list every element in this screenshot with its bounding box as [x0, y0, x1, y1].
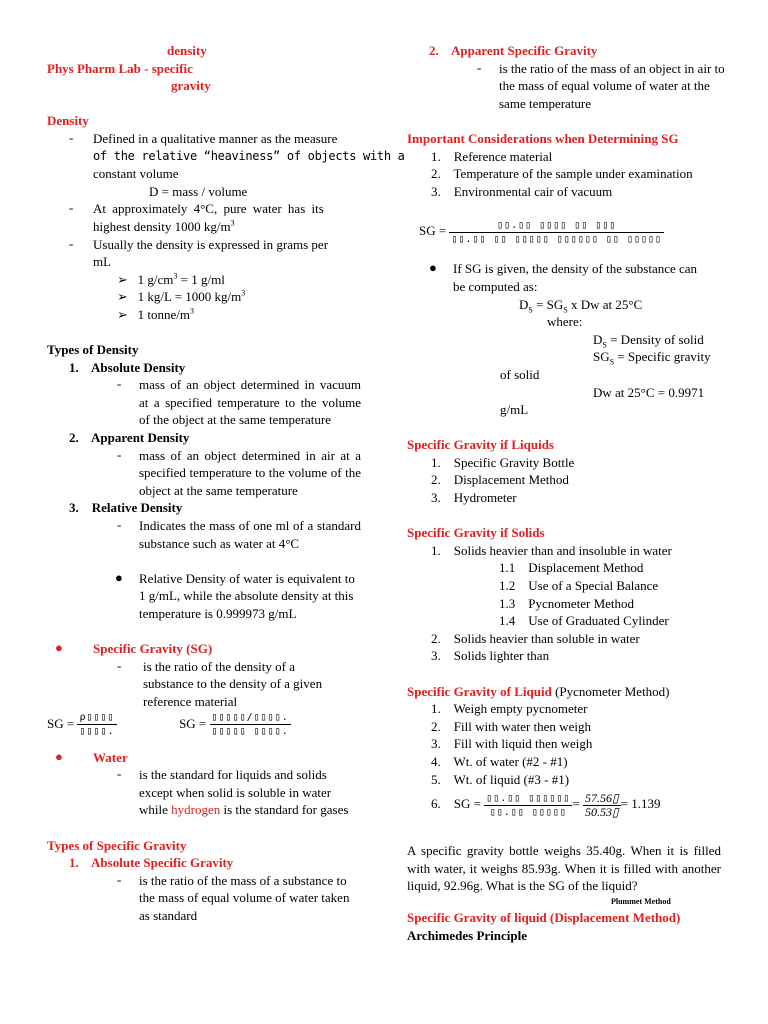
app-sg-desc: is the ratio of the mass of an object in air to the mass of equal volume of water at the same temperature: [499, 60, 725, 111]
liquid-method-2: 2. Displacement Method: [431, 472, 569, 488]
solids-sub-4-num: 1.4: [499, 613, 516, 629]
conv1-sup: 3: [173, 271, 178, 281]
title-line-3: gravity: [171, 78, 211, 94]
ds-def-sub: S: [602, 340, 607, 350]
water-text-hydrogen: hydrogen: [171, 802, 221, 818]
abs-sg-desc: is the ratio of the mass of a substance to the mass of equal volume of water taken as standard: [139, 872, 350, 923]
sg-definition: - is the ratio of the density of a substance to the density of a given reference material: [47, 658, 367, 711]
water-density-note: - At approximately 4°C, pure water has its highest density 1000 $kg/m^3$: [47, 200, 367, 235]
pyc-step-1-text: Weigh empty pycnometer: [453, 701, 588, 717]
pyc-step-3-text: Fill with liquid then weigh: [453, 736, 593, 752]
pyc-step-6-num: 6.: [431, 796, 441, 812]
solids-sub-1-num: 1.1: [499, 560, 516, 576]
solids-sub-1: [407, 559, 725, 577]
water-definition: - is the standard for liquids and solids except when solid is soluble in water while hydrogen is the standard for gases: [117, 766, 349, 818]
pyc-step-2: 2. Fill with water then weigh: [431, 718, 591, 734]
ds-def-rest: = Density of solid: [606, 331, 704, 347]
sg-f1-den: ▯▯▯▯.: [79, 726, 115, 738]
pyc-step-6-result: = 1.139: [620, 796, 661, 812]
consideration-3-text: Environmental cair of vacuum: [453, 183, 613, 199]
dw-definition: Dw at 25°C = 0.9971: [593, 384, 705, 400]
relative-density-bullet: ● Relative Density of water is equivalent to 1 g/mL, while the absolute density at this temperature is 0.999973 g/mL: [47, 570, 367, 623]
liquid-method-1-text: Specific Gravity Bottle: [453, 454, 575, 470]
solids-sub-3-text: Pycnometer Method: [528, 595, 635, 611]
sg-formula2: [210, 711, 291, 738]
pyc-step-3: 3. Fill with liquid then weigh: [431, 736, 593, 752]
conv2-text: 1 kg/L = 1000 kg/m: [137, 289, 242, 305]
sg-heading: Specific Gravity (SG): [93, 641, 213, 657]
considerations-heading: Important Considerations when Determining SG: [407, 130, 679, 146]
sg-mass-frac: [449, 219, 664, 246]
abs-sg-text: - is the ratio of the mass of a substance to the mass of equal volume of water taken as standard: [47, 872, 367, 925]
sg-f2-num: ▯▯▯▯▯/▯▯▯▯.: [211, 712, 289, 724]
types-sg-heading: Types of Specific Gravity: [47, 837, 187, 853]
units-note: - Usually the density is expressed in grams per mL: [47, 236, 367, 271]
pyc-step-6-frac2: [583, 792, 621, 819]
pyc-step-5: 5. Wt. of liquid (#3 - #1): [431, 771, 570, 787]
conv2-sup: 3: [241, 288, 246, 298]
relative-density-title: 3. Relative Density: [69, 500, 183, 516]
abs-density-desc: mass of an object determined in vacuum at a specified temperature to the volume of the object at the same temperature: [139, 377, 361, 428]
pyc-step-6: 6. SG = $\frac{▯▯.▯▯ ▯▯▯▯▯▯}{▯▯.▯▯ ▯▯▯▯▯}$ = $\frac{57.56▯}{50.53▯}$ = 1.139: [431, 790, 661, 819]
relative-density-text: - Indicates the mass of one ml of a standard substance such as water at 4°C: [117, 517, 361, 551]
sg-mass-lhs: SG =: [419, 223, 447, 239]
sg-f1-num: ρ▯▯▯▯: [79, 712, 115, 724]
app-sg-text: - is the ratio of the mass of an object in air to the mass of equal volume of water at the same temperature: [477, 59, 725, 111]
water-heading-row: ● Water: [47, 749, 367, 767]
pyc-heading-rest: (Pycnometer Method): [551, 683, 670, 699]
water-line2: highest density 1000 kg/m: [93, 218, 231, 234]
pyc-step-5-text: Wt. of liquid (#3 - #1): [453, 771, 570, 787]
plummet-label: Plummet Method: [611, 896, 671, 906]
if-sg-line2: be computed as:: [453, 278, 538, 294]
liquid-method-2-text: Displacement Method: [453, 472, 569, 488]
pycnometer-heading: [407, 683, 725, 701]
abs-density-label: Absolute Density: [91, 359, 186, 375]
where-label: where:: [547, 314, 583, 330]
sgs-definition: [407, 348, 725, 366]
problem-text: A specific gravity bottle weighs 35.40g. When it is filled with water, it weighs 85.93g. When it is filled with another liquid, 92.96g. What is the SG of the liquid?: [407, 843, 721, 894]
app-density-label: Apparent Density: [91, 430, 190, 446]
sg-formula2-lhs: SG =: [179, 715, 207, 731]
types-density-heading: Types of Density: [47, 342, 139, 358]
pyc-step-4: 4. Wt. of water (#2 - #1): [431, 753, 568, 769]
density-def-line3: constant volume: [93, 166, 179, 182]
water-line1: At approximately 4°C, pure water has its: [93, 201, 324, 217]
solids-item-3-text: Solids lighter than: [453, 648, 550, 664]
archimedes-label: Archimedes Principle: [407, 927, 527, 943]
pyc-frac2-num: 57.56▯: [585, 790, 619, 805]
solids-item-2: 2. Solids heavier than soluble in water: [431, 630, 640, 646]
density-def-line1: Defined in a qualitative manner as the measure: [93, 130, 338, 146]
if-sg-bullet: ● If SG is given, the density of the substance can be computed as:: [407, 260, 725, 295]
gml-unit: g/mL: [500, 402, 529, 418]
solids-item-1-text: Solids heavier than and insoluble in water: [453, 542, 672, 558]
liquid-method-3-text: Hydrometer: [453, 490, 517, 506]
pyc-step-4-text: Wt. of water (#2 - #1): [453, 753, 568, 769]
conv3-text: 1 tonne/m: [137, 306, 191, 322]
abs-sg-title: 1. Absolute Specific Gravity: [69, 855, 234, 871]
ds-sub2: S: [563, 305, 568, 315]
solids-sub-2: [407, 577, 725, 595]
density-definition: - Defined in a qualitative manner as the measure of the relative “heaviness” of objects with a constant volume: [69, 129, 405, 182]
consideration-3: 3. Environmental cair of vacuum: [431, 183, 613, 199]
if-sg-line1: If SG is given, the density of the substance can: [453, 261, 698, 277]
conv3-sup: 3: [190, 306, 195, 316]
ds-def-d: D: [593, 331, 603, 347]
sg-mass-num: ▯▯.▯▯ ▯▯▯▯ ▯▯ ▯▯▯: [449, 219, 664, 233]
apparent-density-title: 2. Apparent Density: [69, 430, 190, 446]
solids-sub-1-text: Displacement Method: [528, 560, 644, 576]
conversion-1: ➢ 1 $g/cm^3 = 1$ g/ml: [117, 271, 225, 287]
solids-sub-4: [407, 612, 725, 630]
solids-item-2-text: Solids heavier than soluble in water: [453, 630, 640, 646]
pyc-heading-text: Specific Gravity of Liquid: [407, 683, 552, 699]
abs-sg-label: Absolute Specific Gravity: [91, 855, 234, 871]
density-formula: D = mass / volume: [149, 183, 248, 199]
solids-sub-3: [407, 595, 725, 613]
ds-d: D: [519, 296, 529, 312]
ds-end: x Dw at 25°C: [567, 296, 643, 312]
pyc-step-1: 1. Weigh empty pycnometer: [431, 701, 588, 717]
conv1-rest: = 1 g/ml: [177, 271, 225, 287]
liquids-heading: Specific Gravity if Liquids: [407, 437, 554, 453]
ds-formula: [407, 296, 725, 314]
sg-formula1-lhs: SG =: [47, 715, 75, 731]
right-column: [407, 42, 725, 944]
conv1-text: 1 g/cm: [137, 271, 174, 287]
liquid-method-3: 3. Hydrometer: [431, 490, 517, 506]
rel-density-bullet-text: Relative Density of water is equivalent to 1 g/mL, while the absolute density at this temperature is 0.999973 g/mL: [139, 570, 355, 621]
pyc-step-6-lhs: SG =: [453, 796, 481, 812]
solids-item-3: 3. Solids lighter than: [431, 648, 550, 664]
solids-sub-2-num: 1.2: [499, 578, 516, 594]
pyc-step-6-frac1: [484, 792, 572, 819]
app-density-desc: mass of an object determined in air at a specified temperature to the volume of the object at the same temperature: [139, 447, 361, 498]
water-text-post: is the standard for gases: [220, 802, 349, 818]
water-text-pre: is the standard for liquids and solids except when solid is soluble in water while: [139, 767, 332, 818]
left-column: [47, 42, 405, 925]
consideration-1: 1. Reference material: [431, 148, 553, 164]
absolute-density-text: - mass of an object determined in vacuum at a specified temperature to the volume of the object at the same temperature: [117, 376, 361, 428]
absolute-density-title: 1. Absolute Density: [69, 359, 186, 375]
solids-sub-4-text: Use of Graduated Cylinder: [528, 613, 669, 629]
solids-heading: Specific Gravity if Solids: [407, 525, 545, 541]
of-solid: of solid: [500, 366, 540, 382]
solids-sub-3-num: 1.3: [499, 595, 516, 611]
ds-definition: [407, 331, 725, 349]
ds-sub: S: [528, 305, 533, 315]
rel-density-desc: Indicates the mass of one ml of a standard substance such as water at 4°C: [139, 518, 361, 551]
conversion-3: ➢ 1 tonne/$m^3$: [117, 306, 195, 322]
sg-mass-den: ▯▯.▯▯ ▯▯ ▯▯▯▯▯ ▯▯▯▯▯▯ ▯▯ ▯▯▯▯▯: [451, 233, 663, 245]
pyc-frac2-den: 50.53▯: [585, 804, 619, 819]
solids-item-1: 1. Solids heavier than and insoluble in water: [431, 542, 672, 558]
sg-mass-formula: [407, 214, 725, 248]
displacement-heading: Specific Gravity of liquid (Displacement Method): [407, 909, 681, 925]
density-def-line2: of the relative “heaviness” of objects with a: [93, 148, 405, 163]
app-sg-label: Apparent Specific Gravity: [451, 43, 598, 58]
sg-definition-text: is the ratio of the density of a substance to the density of a given reference material: [143, 658, 323, 709]
title-line-2: Phys Pharm Lab - specific: [47, 60, 193, 76]
pyc-frac1-den: ▯▯.▯▯ ▯▯▯▯▯: [489, 806, 567, 818]
sgs-def-rest: = Specific gravity: [614, 349, 711, 365]
sg-formula1: [77, 711, 116, 738]
rel-density-label: Relative Density: [91, 500, 183, 516]
water-sup: 3: [230, 218, 235, 228]
sgs-def-sub: S: [609, 357, 615, 367]
pyc-step-2-text: Fill with water then weigh: [453, 718, 591, 734]
pyc-frac1-num: ▯▯.▯▯ ▯▯▯▯▯▯: [486, 792, 571, 804]
apparent-density-text: - mass of an object determined in air at a specified temperature to the volume of the object at the same temperature: [117, 446, 361, 498]
ds-mid: = SG: [532, 296, 564, 312]
consideration-2-text: Temperature of the sample under examination: [453, 166, 693, 182]
conversion-2: ➢ 1 kg/L = 1000 $kg/m^3$: [117, 288, 246, 305]
app-sg-title: 2. Apparent Specific Gravity: [429, 43, 598, 58]
consideration-2: 2. Temperature of the sample under examination: [431, 166, 693, 182]
water-heading: Water: [93, 749, 128, 765]
sg-formulas: [47, 711, 367, 737]
units-line1: Usually the density is expressed in grams per: [93, 236, 329, 252]
sg-heading-row: ● Specific Gravity (SG): [47, 640, 367, 658]
units-line2: mL: [93, 254, 112, 270]
sgs-def-sg: SG: [593, 349, 610, 365]
solids-sub-2-text: Use of a Special Balance: [528, 578, 659, 594]
title-line-1: density: [167, 43, 207, 58]
consideration-1-text: Reference material: [453, 148, 553, 164]
density-heading: Density: [47, 113, 89, 129]
sg-f2-den: ▯▯▯▯▯ ▯▯▯▯.: [211, 726, 289, 738]
liquid-method-1: 1. Specific Gravity Bottle: [431, 454, 575, 470]
